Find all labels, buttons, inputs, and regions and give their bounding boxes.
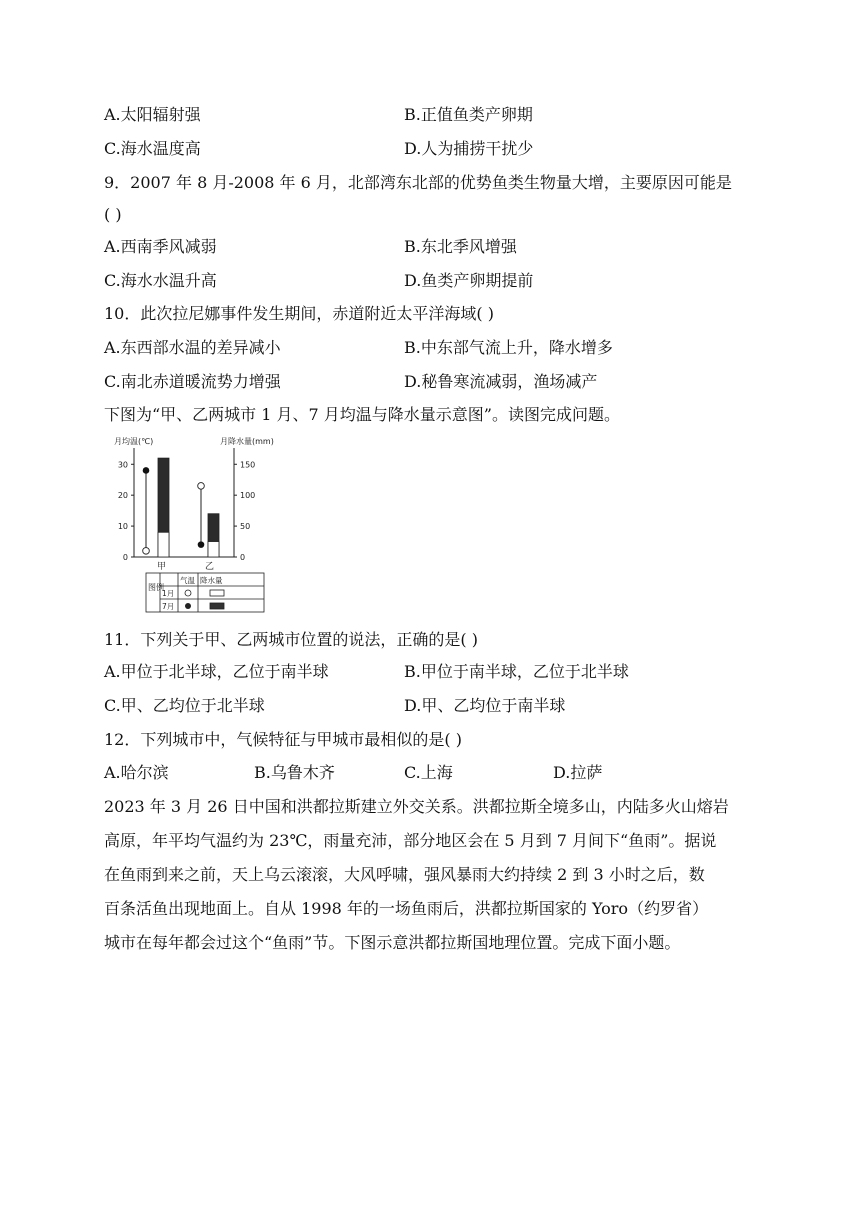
q10-option-d: D.秘鲁寒流减弱，渔场减产 xyxy=(404,372,598,391)
temp-jul-point xyxy=(198,541,205,548)
right-tick-label: 150 xyxy=(240,460,256,470)
legend-col-precip: 降水量 xyxy=(200,576,223,585)
legend-row-jul: 7月 xyxy=(162,602,175,611)
q10-stem: 10．此次拉尼娜事件发生期间，赤道附近太平洋海域( ) xyxy=(104,304,494,323)
q10-option-b: B.中东部气流上升，降水增多 xyxy=(404,338,613,357)
q11-stem: 11．下列关于甲、乙两城市位置的说法，正确的是( ) xyxy=(104,630,478,649)
q8-option-d: D.人为捕捞干扰少 xyxy=(404,139,534,158)
climate-chart xyxy=(112,432,292,618)
passage-line-5: 城市在每年都会过这个“鱼雨”节。下图示意洪都拉斯国地理位置。完成下面小题。 xyxy=(104,933,681,952)
right-tick-label: 100 xyxy=(240,491,256,501)
q9-option-a: A.西南季风减弱 xyxy=(104,237,217,256)
q9-option-c: C.海水水温升高 xyxy=(104,271,217,290)
q11-option-b: B.甲位于南半球，乙位于北半球 xyxy=(404,662,629,681)
temp-jan-point xyxy=(143,548,150,555)
legend-col-temp: 气温 xyxy=(180,576,195,585)
passage-line-1: 2023 年 3 月 26 日中国和洪都拉斯建立外交关系。洪都拉斯全境多山，内陆多火山熔岩 xyxy=(104,797,729,816)
right-tick-label: 0 xyxy=(240,553,246,562)
q12-option-a: A.哈尔滨 xyxy=(104,763,169,782)
chart-legend xyxy=(146,573,264,612)
precip-bar-jan xyxy=(208,542,219,557)
q11-option-a: A.甲位于北半球，乙位于南半球 xyxy=(104,662,329,681)
legend-row-jan: 1月 xyxy=(162,589,175,598)
left-tick-label: 10 xyxy=(117,522,128,532)
passage-line-3: 在鱼雨到来之前，天上乌云滚滚，大风呼啸，强风暴雨大约持续 2 到 3 小时之后，数 xyxy=(104,865,705,884)
right-axis-label: 月降水量(mm) xyxy=(220,437,274,446)
q12-option-d: D.拉萨 xyxy=(553,763,603,782)
q9-option-d: D.鱼类产卵期提前 xyxy=(404,271,534,290)
q10-option-a: A.东西部水温的差异减小 xyxy=(104,338,281,357)
q12-option-c: C.上海 xyxy=(404,763,453,782)
precip-bar-jan xyxy=(158,532,169,557)
legend-jul-temp-marker xyxy=(185,603,191,609)
q9-option-b: B.东北季风增强 xyxy=(404,237,517,256)
left-tick-label: 30 xyxy=(117,460,128,470)
right-tick-label: 50 xyxy=(240,522,251,532)
legend-jul-precip-swatch xyxy=(210,603,224,609)
q9-answer-blank: ( ) xyxy=(104,205,122,224)
q8-option-a: A.太阳辐射强 xyxy=(104,105,201,124)
legend-jan-precip-swatch xyxy=(210,590,224,596)
category-label-jia: 甲 xyxy=(157,562,167,572)
q11-option-d: D.甲、乙均位于南半球 xyxy=(404,696,566,715)
passage-line-2: 高原，年平均气温约为 23℃，雨量充沛，部分地区会在 5 月到 7 月间下“鱼雨”。据说 xyxy=(104,831,717,850)
q8-option-b: B.正值鱼类产卵期 xyxy=(404,105,533,124)
legend-title: 图例 xyxy=(148,583,164,592)
left-tick-label: 20 xyxy=(117,491,128,501)
temp-jul-point xyxy=(143,467,150,474)
q10-option-c: C.南北赤道暖流势力增强 xyxy=(104,372,281,391)
q11-option-c: C.甲、乙均位于北半球 xyxy=(104,696,265,715)
q12-stem: 12．下列城市中，气候特征与甲城市最相似的是( ) xyxy=(104,730,462,749)
chart-intro: 下图为“甲、乙两城市 1 月、7 月均温与降水量示意图”。读图完成问题。 xyxy=(104,405,620,424)
passage-line-4: 百条活鱼出现地面上。自从 1998 年的一场鱼雨后，洪都拉斯国家的 Yoro（约罗省） xyxy=(104,899,709,918)
q12-option-b: B.乌鲁木齐 xyxy=(254,763,335,782)
category-label-yi: 乙 xyxy=(205,562,215,572)
q8-option-c: C.海水温度高 xyxy=(104,139,201,158)
left-tick-label: 0 xyxy=(122,553,128,562)
temp-jan-point xyxy=(198,483,205,490)
left-axis-label: 月均温(℃) xyxy=(114,437,154,446)
legend-jan-temp-marker xyxy=(185,590,191,596)
q9-stem: 9．2007 年 8 月-2008 年 6 月，北部湾东北部的优势鱼类生物量大增，主要原因可能是 xyxy=(104,173,732,192)
